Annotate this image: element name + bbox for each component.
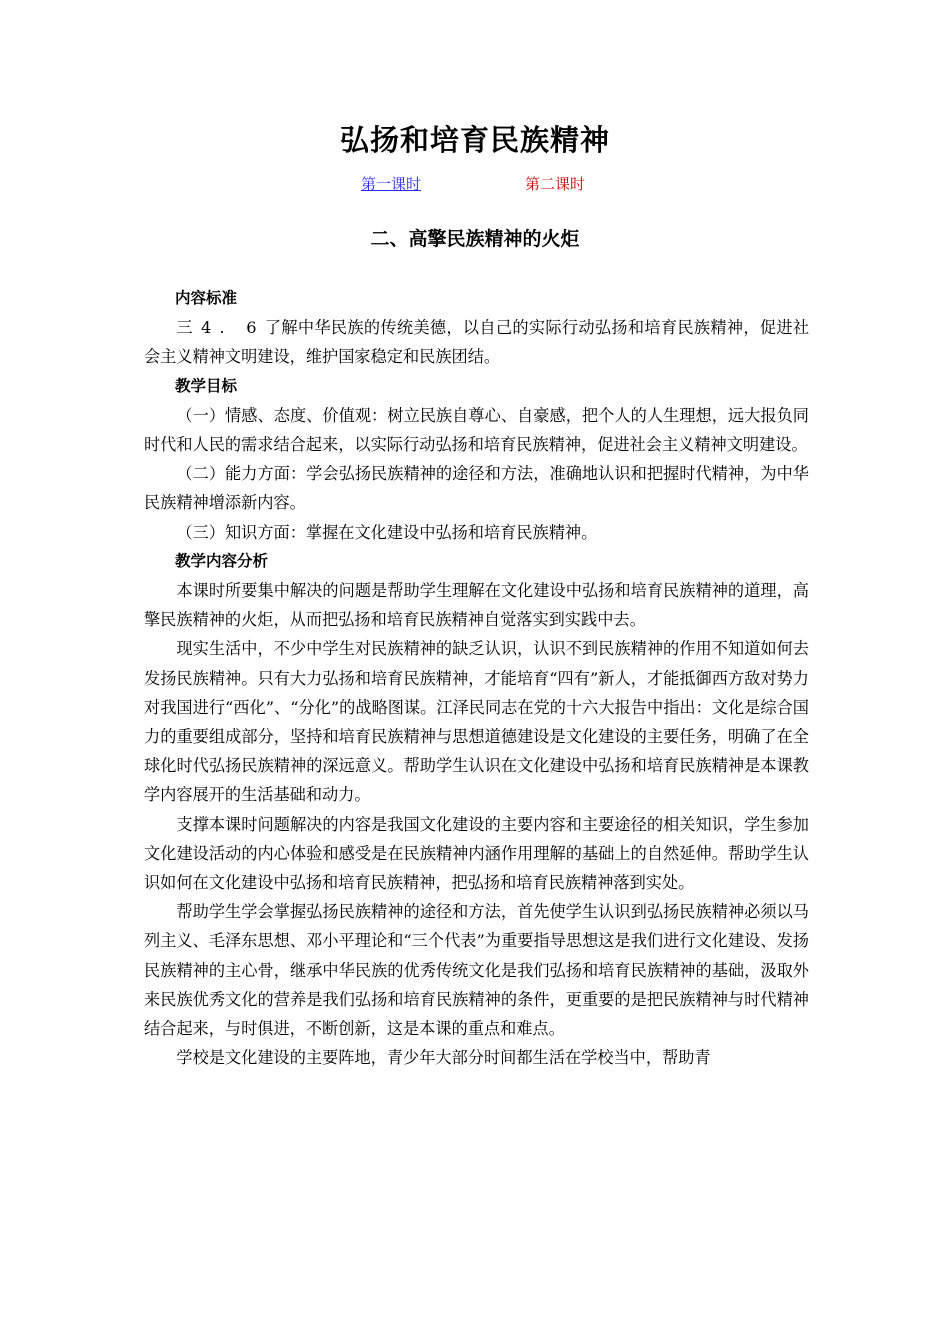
analysis-paragraph-1: 本课时所要集中解决的问题是帮助学生理解在文化建设中弘扬和培育民族精神的道理，高擎民族精神的火炬，从而把弘扬和培育民族精神自觉落实到实践中去。 bbox=[144, 581, 809, 630]
document-body bbox=[144, 284, 809, 1072]
goal-paragraph-2: （二）能力方面：学会弘扬民族精神的途径和方法，准确地认识和把握时代精神，为中华民族精神增添新内容。 bbox=[144, 464, 809, 513]
analysis-paragraph-4: 帮助学生学会掌握弘扬民族精神的途径和方法，首先使学生认识到弘扬民族精神必须以马列主义、毛泽东思想、邓小平理论和“三个代表”为重要指导思想这是我们进行文化建设、发扬民族精神的主心骨，继承中华民族的优秀传统文化是我们弘扬和培育民族精神的基础，汲取外来民族优秀文化的营养是我们弘扬和培育民族精神的条件，更重要的是把民族精神与时代精神结合起来，与时俱进，不断创新，这是本课的重点和难点。 bbox=[144, 902, 809, 1039]
standard-code: 三4. 6 bbox=[176, 318, 265, 338]
lesson-nav bbox=[0, 173, 950, 195]
document-title: 弘扬和培育民族精神 bbox=[339, 123, 610, 157]
analysis-paragraph-3: 支撑本课时问题解决的内容是我国文化建设的主要内容和主要途径的相关知识，学生参加文化建设活动的内心体验和感受是在民族精神内涵作用理解的基础上的自然延伸。帮助学生认识如何在文化建设中弘扬和培育民族精神，把弘扬和培育民族精神落到实处。 bbox=[144, 814, 809, 893]
section-subtitle: 二、高擎民族精神的火炬 bbox=[370, 228, 580, 250]
goal-paragraph-3: （三）知识方面：掌握在文化建设中弘扬和培育民族精神。 bbox=[176, 522, 598, 542]
content-standard-paragraph bbox=[144, 313, 809, 371]
analysis-paragraph-2: 现实生活中，不少中学生对民族精神的缺乏认识，认识不到民族精神的作用不知道如何去发扬民族精神。只有大力弘扬和培育民族精神，才能培育“四有”新人，才能抵御西方敌对势力对我国进行“西化”、“分化”的战略图谋。江泽民同志在党的十六大报告中指出：文化是综合国力的重要组成部分，坚持和培育民族精神与思想道德建设是文化建设的主要任务，明确了在全球化时代弘扬民族精神的深远意义。帮助学生认识在文化建设中弘扬和培育民族精神是本课教学内容展开的生活基础和动力。 bbox=[144, 639, 809, 805]
lesson-1-link[interactable]: 第一课时 bbox=[361, 175, 422, 193]
standard-text: 了解中华民族的传统美德，以自己的实际行动弘扬和培育民族精神，促进社会主义精神文明建设，维护国家稳定和民族团结。 bbox=[144, 318, 810, 367]
analysis-paragraph-5: 学校是文化建设的主要阵地，青少年大部分时间都生活在学校当中，帮助青 bbox=[176, 1048, 711, 1068]
goal-paragraph-1: （一）情感、态度、价值观：树立民族自尊心、自豪感，把个人的人生理想，远大报负同时代和人民的需求结合起来，以实际行动弘扬和培育民族精神，促进社会主义精神文明建设。 bbox=[144, 405, 809, 455]
analysis-heading: 教学内容分析 bbox=[175, 551, 269, 570]
teaching-goals-heading: 教学目标 bbox=[175, 376, 238, 395]
content-standard-heading: 内容标准 bbox=[175, 289, 238, 307]
lesson-2-link[interactable]: 第二课时 bbox=[525, 175, 586, 193]
